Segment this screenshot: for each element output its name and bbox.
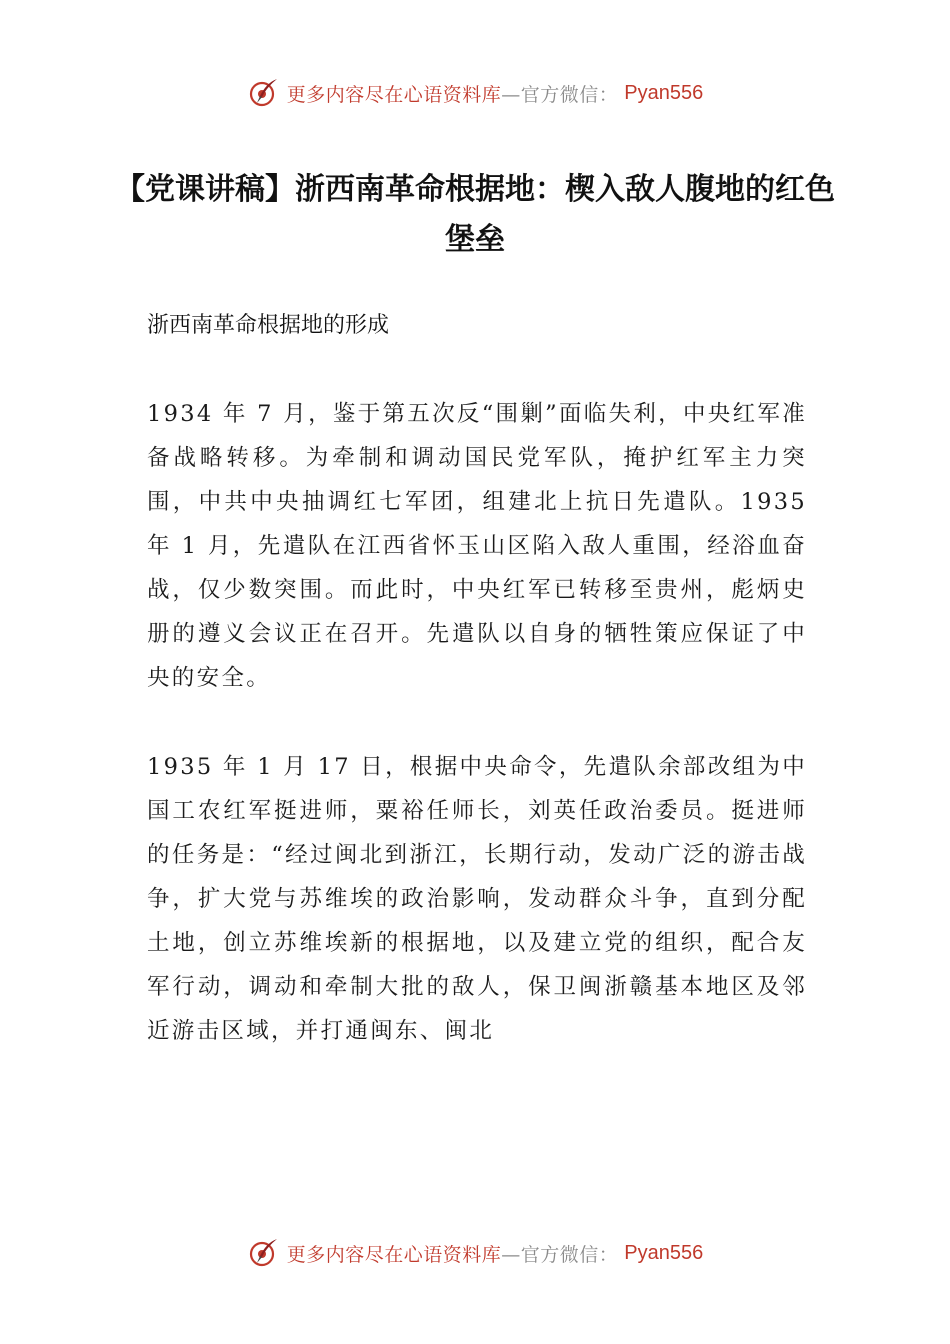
page-title: 【党课讲稿】浙西南革命根据地：楔入敌人腹地的红色堡垒 [115, 172, 835, 257]
quill-pen-logo-icon [247, 76, 281, 110]
watermark-text [287, 80, 619, 107]
watermark-brand: 更多内容尽在心语资料库 [286, 83, 502, 106]
watermark-label: 官方微信： [520, 1243, 619, 1266]
watermark-wechat-id: Pyan556 [624, 1241, 704, 1264]
footer-watermark [0, 1236, 950, 1270]
watermark-separator: — [501, 83, 521, 106]
watermark-separator: — [501, 1243, 521, 1266]
watermark-label: 官方微信： [520, 83, 619, 106]
quill-pen-logo-icon [247, 1236, 281, 1270]
watermark-text [287, 1240, 619, 1267]
header-watermark [0, 76, 950, 110]
paragraph: 1935 年 1 月 17 日，根据中央命令，先遣队余部改组为中国工农红军挺进师，粟裕任师长，刘英任政治委员。挺进师的任务是：“经过闽北到浙江，长期行动，发动广泛的游击战争，扩大党与苏维埃的政治影响，发动群众斗争，直到分配土地，创立苏维埃新的根据地，以及建立党的组织，配合友军行动，调动和牵制大批的敌人，保卫闽浙赣基本地区及邻近游击区域，并打通闽东、闽北 [147, 754, 807, 1044]
section-heading: 浙西南革命根据地的形成 [147, 313, 390, 338]
watermark-wechat-id: Pyan556 [624, 81, 704, 104]
paragraph: 1934 年 7 月，鉴于第五次反“围剿”面临失利，中央红军准备战略转移。为牵制和调动国民党军队，掩护红军主力突围，中共中央抽调红七军团，组建北上抗日先遣队。1935 年 1 月，先遣队在江西省怀玉山区陷入敌人重围，经浴血奋战，仅少数突围。而此时，中央红军已转移至贵州，彪炳史册的遵义会议正在召开。先遣队以自身的牺牲策应保证了中央的安全。 [147, 401, 807, 691]
watermark-brand: 更多内容尽在心语资料库 [286, 1243, 502, 1266]
